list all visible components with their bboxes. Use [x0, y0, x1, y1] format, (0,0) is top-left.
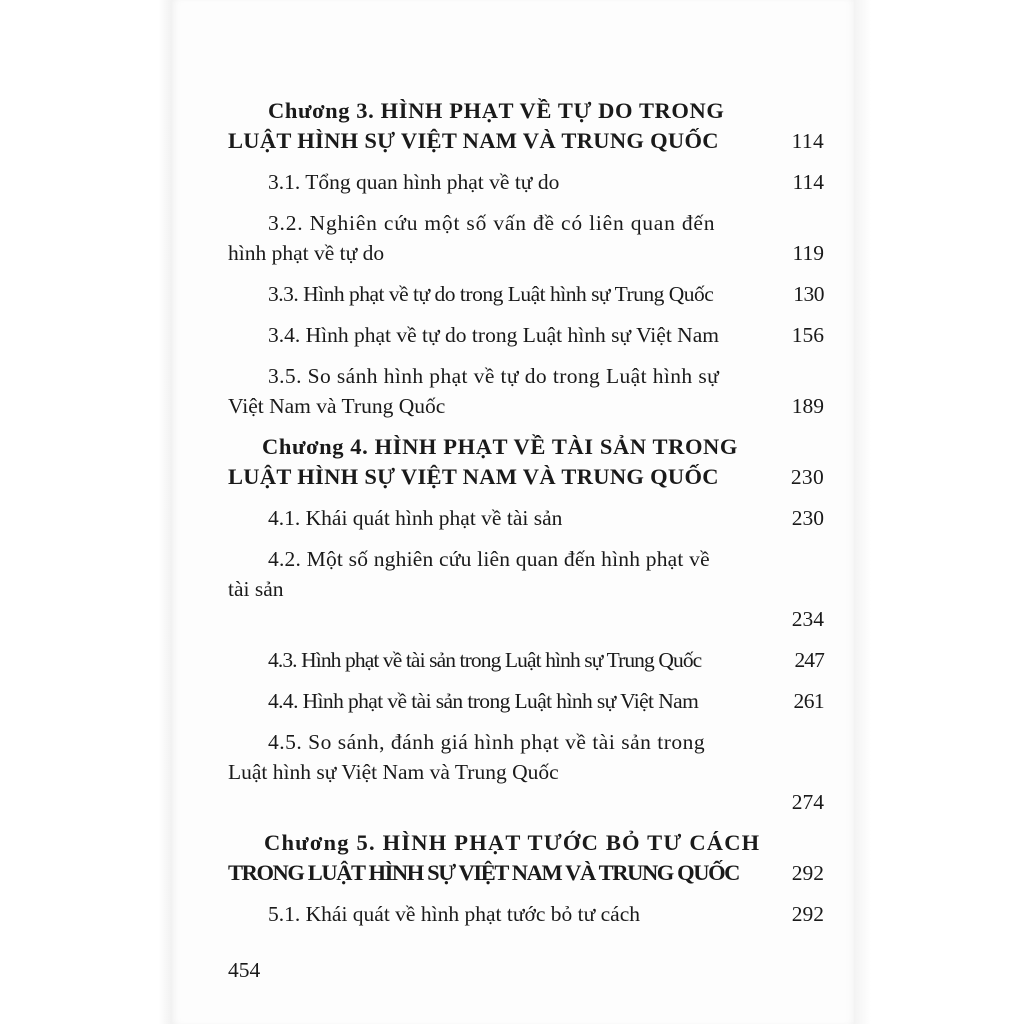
toc-text: Chương 3. HÌNH PHẠT VỀ TỰ DO TRONG	[268, 98, 725, 123]
toc-section	[228, 320, 824, 350]
toc-text: 4.1. Khái quát hình phạt về tài sản	[268, 506, 563, 530]
toc-page-number: 292	[791, 861, 824, 885]
toc-text: Chương 4. HÌNH PHẠT VỀ TÀI SẢN TRONG	[262, 434, 739, 459]
toc-text: Chương 5. HÌNH PHẠT TƯỚC BỎ TƯ CÁCH	[264, 830, 761, 855]
toc-text: 4.3. Hình phạt về tài sản trong Luật hình sự Trung Quốc	[268, 648, 702, 672]
toc-page-number: 230	[791, 506, 824, 530]
toc-text: hình phạt về tự do	[228, 241, 385, 265]
toc-page-number: 156	[791, 323, 824, 347]
toc-page-number: 189	[791, 394, 824, 418]
toc-section	[228, 503, 824, 533]
toc-text: 3.1. Tổng quan hình phạt về tự do	[268, 170, 560, 194]
toc-page-number: 130	[793, 282, 824, 306]
toc-text: 3.5. So sánh hình phạt về tự do trong Luật hình sự	[268, 364, 720, 388]
toc-section	[228, 727, 824, 817]
toc-page-number: 261	[793, 689, 824, 713]
toc-text: 3.3. Hình phạt về tự do trong Luật hình sự Trung Quốc	[268, 282, 714, 306]
toc-text: 4.4. Hình phạt về tài sản trong Luật hình sự Việt Nam	[268, 689, 699, 713]
toc-page-number: 230	[790, 465, 824, 489]
toc-text: Việt Nam và Trung Quốc	[228, 394, 446, 418]
toc-page-number: 114	[792, 170, 824, 194]
background-left	[0, 0, 172, 1024]
toc-text: LUẬT HÌNH SỰ VIỆT NAM VÀ TRUNG QUỐC	[228, 128, 719, 153]
toc-section	[228, 686, 824, 716]
toc-text: 5.1. Khái quát về hình phạt tước bỏ tư cách	[268, 902, 641, 926]
toc-section	[228, 361, 824, 421]
toc-section	[228, 645, 824, 675]
toc-text: 4.5. So sánh, đánh giá hình phạt về tài sản trong	[268, 730, 706, 754]
toc-text: tài sản	[228, 577, 284, 601]
toc-page-number: 247	[794, 648, 824, 672]
toc-page-number: 119	[792, 241, 824, 265]
toc-text: TRONG LUẬT HÌNH SỰ VIỆT NAM VÀ TRUNG QUỐC	[228, 860, 740, 885]
toc-chapter-3	[228, 96, 824, 156]
toc-chapter-5	[228, 828, 824, 888]
toc-chapter-4	[228, 432, 824, 492]
toc-page-number: 234	[791, 607, 824, 631]
toc-section	[228, 167, 824, 197]
toc-section	[228, 279, 824, 309]
toc-text: LUẬT HÌNH SỰ VIỆT NAM VÀ TRUNG QUỐC	[228, 464, 719, 489]
toc-page-number: 292	[791, 902, 824, 926]
toc-text: Luật hình sự Việt Nam và Trung Quốc	[228, 760, 559, 784]
background-right	[854, 0, 1024, 1024]
toc-text: 4.2. Một số nghiên cứu liên quan đến hình phạt về	[268, 547, 710, 571]
table-of-contents	[228, 96, 824, 940]
toc-text: 3.2. Nghiên cứu một số vấn đề có liên quan đến	[268, 211, 716, 235]
toc-section	[228, 208, 824, 268]
toc-page-number: 274	[791, 790, 824, 814]
folio-page-number: 454	[228, 958, 261, 982]
toc-text: 3.4. Hình phạt về tự do trong Luật hình sự Việt Nam	[268, 323, 719, 347]
toc-section	[228, 544, 824, 634]
toc-section	[228, 899, 824, 929]
toc-page-number: 114	[791, 129, 824, 153]
